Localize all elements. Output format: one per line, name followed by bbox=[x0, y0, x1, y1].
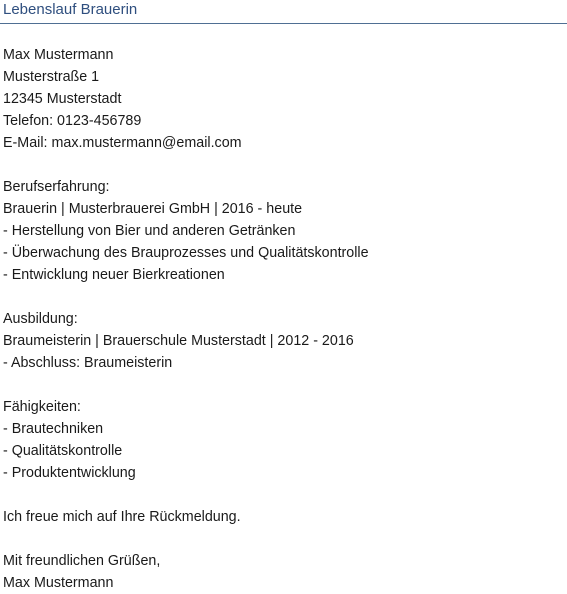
contact-name: Max Mustermann bbox=[3, 47, 114, 63]
education-position: Braumeisterin | Brauerschule Musterstadt | 2012 - 2016 bbox=[3, 333, 354, 349]
skills-heading: Fähigkeiten: bbox=[3, 399, 81, 415]
document-body bbox=[3, 44, 369, 594]
spacer bbox=[3, 374, 369, 396]
spacer bbox=[3, 528, 369, 550]
spacer bbox=[3, 286, 369, 308]
contact-phone: Telefon: 0123-456789 bbox=[3, 113, 142, 129]
experience-item: - Überwachung des Brauprozesses und Qualitätskontrolle bbox=[3, 245, 369, 261]
spacer bbox=[3, 154, 369, 176]
skills-item: - Produktentwicklung bbox=[3, 465, 136, 481]
experience-position: Brauerin | Musterbrauerei GmbH | 2016 - heute bbox=[3, 201, 303, 217]
education-heading: Ausbildung: bbox=[3, 311, 78, 327]
education-item: - Abschluss: Braumeisterin bbox=[3, 355, 173, 371]
closing-salutation: Mit freundlichen Grüßen, bbox=[3, 553, 161, 569]
contact-city: 12345 Musterstadt bbox=[3, 91, 122, 107]
contact-email: E-Mail: max.mustermann@email.com bbox=[3, 135, 242, 151]
contact-street: Musterstraße 1 bbox=[3, 69, 100, 85]
skills-item: - Qualitätskontrolle bbox=[3, 443, 123, 459]
signature-name: Max Mustermann bbox=[3, 575, 114, 591]
skills-item: - Brautechniken bbox=[3, 421, 104, 437]
experience-heading: Berufserfahrung: bbox=[3, 179, 110, 195]
title-divider bbox=[0, 23, 567, 24]
experience-item: - Entwicklung neuer Bierkreationen bbox=[3, 267, 225, 283]
closing-note: Ich freue mich auf Ihre Rückmeldung. bbox=[3, 509, 241, 525]
experience-item: - Herstellung von Bier und anderen Getränken bbox=[3, 223, 296, 239]
document-title: Lebenslauf Brauerin bbox=[3, 1, 138, 18]
spacer bbox=[3, 484, 369, 506]
